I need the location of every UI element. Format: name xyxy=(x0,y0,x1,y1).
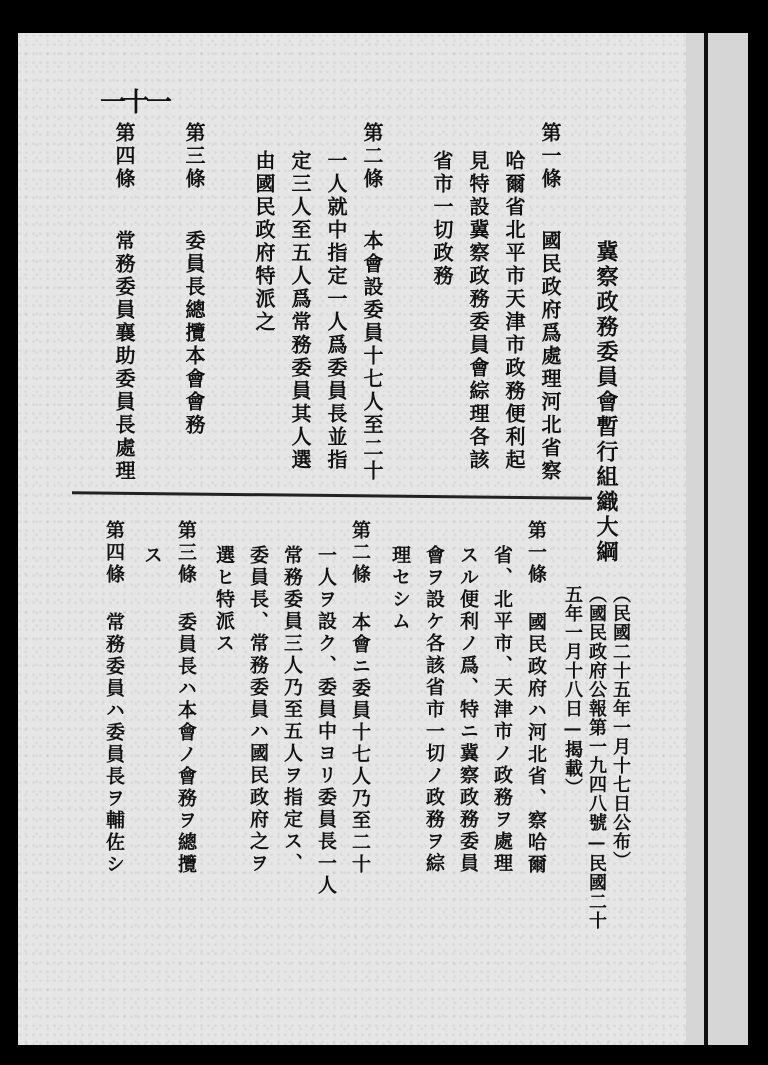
cn-article-2-line: 本會設委員十七人至二十 xyxy=(360,230,384,483)
jp-article-2-line: 一人ヲ設ク、委員中ヨリ委員長一人 xyxy=(315,545,337,897)
cn-article-4-heading: 第四條 xyxy=(112,122,136,191)
publication-note-1: （民國二十五年一月十七日公布） xyxy=(610,585,631,870)
cn-article-2-line: 由國民政府特派之 xyxy=(252,150,276,334)
jp-article-3-heading: 第三條 xyxy=(175,520,197,586)
jp-article-2-line: 本會ニ委員十七人乃至二十 xyxy=(349,612,371,876)
jp-article-1-line: 理セシム xyxy=(389,545,411,633)
publication-note-3: 五年一月十八日—揭載） xyxy=(562,585,583,797)
jp-article-2-line: 選ヒ特派ス xyxy=(213,545,235,655)
cn-article-1-heading: 第一條 xyxy=(538,122,562,191)
cn-article-1-line: 哈爾省北平市天津市政務便利起 xyxy=(502,150,526,472)
jp-article-2-line: 委員長、常務委員ハ國民政府之ヲ xyxy=(247,545,269,875)
cn-article-3-line: 委員長總攬本會會務 xyxy=(182,230,206,437)
jp-article-3-line: ス xyxy=(141,545,163,567)
cn-article-4-line: 常務委員襄助委員長處理 xyxy=(112,230,136,483)
cn-article-1-line: 見特設冀察政務委員會綜理各該 xyxy=(466,150,490,472)
document-title: 冀察政務委員會暫行組織大綱 xyxy=(593,240,619,565)
jp-article-4-heading: 第四條 xyxy=(103,520,125,586)
jp-article-3-line: 委員長ハ本會ノ會務ヲ總攬 xyxy=(175,612,197,876)
cn-article-2-line: 一人就中指定一人爲委員長並指 xyxy=(324,150,348,472)
cn-article-3-heading: 第三條 xyxy=(182,122,206,191)
cn-article-2-heading: 第二條 xyxy=(360,122,384,191)
jp-article-1-line: 省、北平市、天津市ノ政務ヲ處理 xyxy=(491,545,513,875)
cn-article-1-line: 國民政府爲處理河北省察 xyxy=(538,230,562,483)
publication-note-2: （國民政府公報第一九四八號—民國二十 xyxy=(586,585,607,930)
jp-article-1-line: 國民政府ハ河北省、察哈爾 xyxy=(525,612,547,876)
cn-article-1-line: 省市一切政務 xyxy=(430,150,454,288)
cn-article-2-line: 定三人至五人爲常務委員其人選 xyxy=(288,150,312,472)
jp-article-1-heading: 第一條 xyxy=(525,520,547,586)
jp-article-2-heading: 第二條 xyxy=(349,520,371,586)
page-edge xyxy=(686,33,748,1045)
jp-article-4-line: 常務委員ハ委員長ヲ輔佐シ xyxy=(103,612,125,876)
page-edge-line xyxy=(704,33,708,1045)
jp-article-1-line: スル便利ノ爲、特ニ冀察政務委員 xyxy=(457,545,479,875)
page-number: 一十一 xyxy=(100,88,170,118)
jp-article-1-line: 會ヲ設ケ各該省市一切ノ政務ヲ綜 xyxy=(423,545,445,875)
jp-article-2-line: 常務委員三人乃至五人ヲ指定ス、 xyxy=(281,545,303,875)
